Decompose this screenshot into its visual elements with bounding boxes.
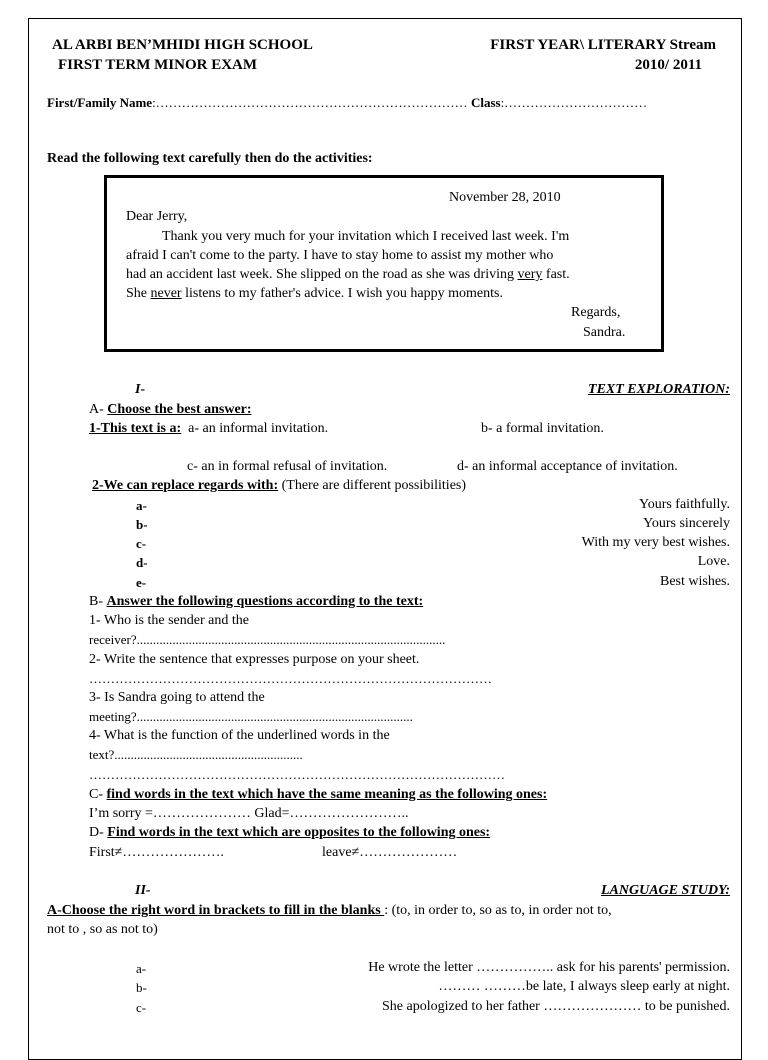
question-b1: 1- Who is the sender and the <box>89 613 249 628</box>
option-text-a: Yours faithfully. <box>638 497 730 512</box>
question-b1-answer-line: receiver?............................................................................................... <box>89 632 446 647</box>
year-stream: FIRST YEAR\ LITERARY Stream <box>490 37 716 53</box>
option-text-b: Yours sincerely <box>643 516 730 531</box>
question-b4-answer-line: text?.......................................................... <box>89 747 303 762</box>
name-label: First/Family Name <box>47 95 153 110</box>
blank-item-c: She apologized to her father ………………… to be punished. <box>382 999 730 1014</box>
question-b3: 3- Is Sandra going to attend the <box>89 690 265 705</box>
section-2-number: II- <box>135 883 151 898</box>
part-d-heading: D- Find words in the text which are opposites to the following ones: <box>89 825 491 840</box>
question-b2: 2- Write the sentence that expresses purpose on your sheet. <box>89 652 420 667</box>
letter-greeting: Dear Jerry, <box>126 209 188 224</box>
letter-line-4: She never listens to my father's advice. I wish you happy moments. <box>126 286 503 301</box>
language-part-a-heading: A-Choose the right word in brackets to fill in the blanks : (to, in order to, so as to, in order not to, <box>47 903 612 918</box>
question-b4: 4- What is the function of the underlined words in the <box>89 728 390 743</box>
blank-item-b: ……… ………be late, I always sleep early at night. <box>438 979 730 994</box>
letter-line-2: afraid I can't come to the party. I have to stay home to assist my mother who <box>126 248 554 263</box>
blank-item-letter-b: b- <box>136 980 147 995</box>
letter-line-3: had an accident last week. She slipped on the road as she was driving very fast. <box>126 267 570 282</box>
part-c-heading: C- find words in the text which have the same meaning as the following ones: <box>89 787 548 802</box>
blank-item-letter-a: a- <box>136 961 147 976</box>
blank-item-a: He wrote the letter …………….. ask for his parents' permission. <box>368 960 730 975</box>
school-name: AL ARBI BEN’MHIDI HIGH SCHOOL <box>52 37 313 53</box>
letter-line-1: Thank you very much for your invitation which I received last week. I'm <box>162 229 570 244</box>
part-d-leave: leave≠………………… <box>322 845 458 860</box>
class-label: Class <box>470 95 501 110</box>
option-letter-e: e- <box>136 575 147 590</box>
part-d-first: First≠…………………. <box>89 845 224 860</box>
underlined-word-very: very <box>517 267 543 282</box>
school-year: 2010/ 2011 <box>634 57 702 73</box>
question-2: 2-We can replace regards with: (There are different possibilities) <box>92 478 467 493</box>
question-1: 1-This text is a: a- an informal invitation. <box>89 421 329 436</box>
section-1-number: I- <box>135 382 146 397</box>
part-b-heading: B- Answer the following questions according to the text: <box>89 594 424 609</box>
letter-signature: Sandra. <box>583 325 626 340</box>
section-1-title: TEXT EXPLORATION: <box>588 382 730 397</box>
section-2-title: LANGUAGE STUDY: <box>601 883 730 898</box>
option-letter-c: c- <box>136 536 147 551</box>
option-letter-a: a- <box>136 498 147 513</box>
question-b3-answer-line: meeting?..................................................................................... <box>89 709 413 724</box>
option-text-d: Love. <box>697 554 730 569</box>
name-dots: :……………………………………………………………… <box>152 95 468 110</box>
question-b4-answer-dots: …………………………………………………………………………………… <box>89 767 505 782</box>
underlined-word-never: never <box>150 286 182 301</box>
q1-option-c: c- an in formal refusal of invitation. <box>187 459 388 474</box>
blank-item-letter-c: c- <box>136 1000 147 1015</box>
q1-option-d: d- an informal acceptance of invitation. <box>457 459 678 474</box>
q1-option-b: b- a formal invitation. <box>481 421 604 436</box>
letter-closing: Regards, <box>571 305 621 320</box>
question-b2-answer-line: ………………………………………………………………………………… <box>89 671 492 686</box>
part-c-line: I’m sorry =………………… Glad=…………………….. <box>89 806 409 821</box>
option-text-c: With my very best wishes. <box>581 535 730 550</box>
part-a-heading: A- Choose the best answer: <box>89 402 252 417</box>
exam-title: FIRST TERM MINOR EXAM <box>58 57 258 73</box>
letter-date: November 28, 2010 <box>449 190 561 205</box>
letter-box <box>104 175 664 352</box>
instruction: Read the following text carefully then do the activities: <box>47 151 373 166</box>
language-part-a-note: not to , so as not to) <box>47 922 158 937</box>
class-dots: :…………………………… <box>500 95 648 110</box>
option-text-e: Best wishes. <box>660 574 730 589</box>
option-letter-b: b- <box>136 517 148 532</box>
option-letter-d: d- <box>136 555 148 570</box>
name-line <box>47 96 647 109</box>
q1-option-a: a- an informal invitation. <box>188 421 329 436</box>
